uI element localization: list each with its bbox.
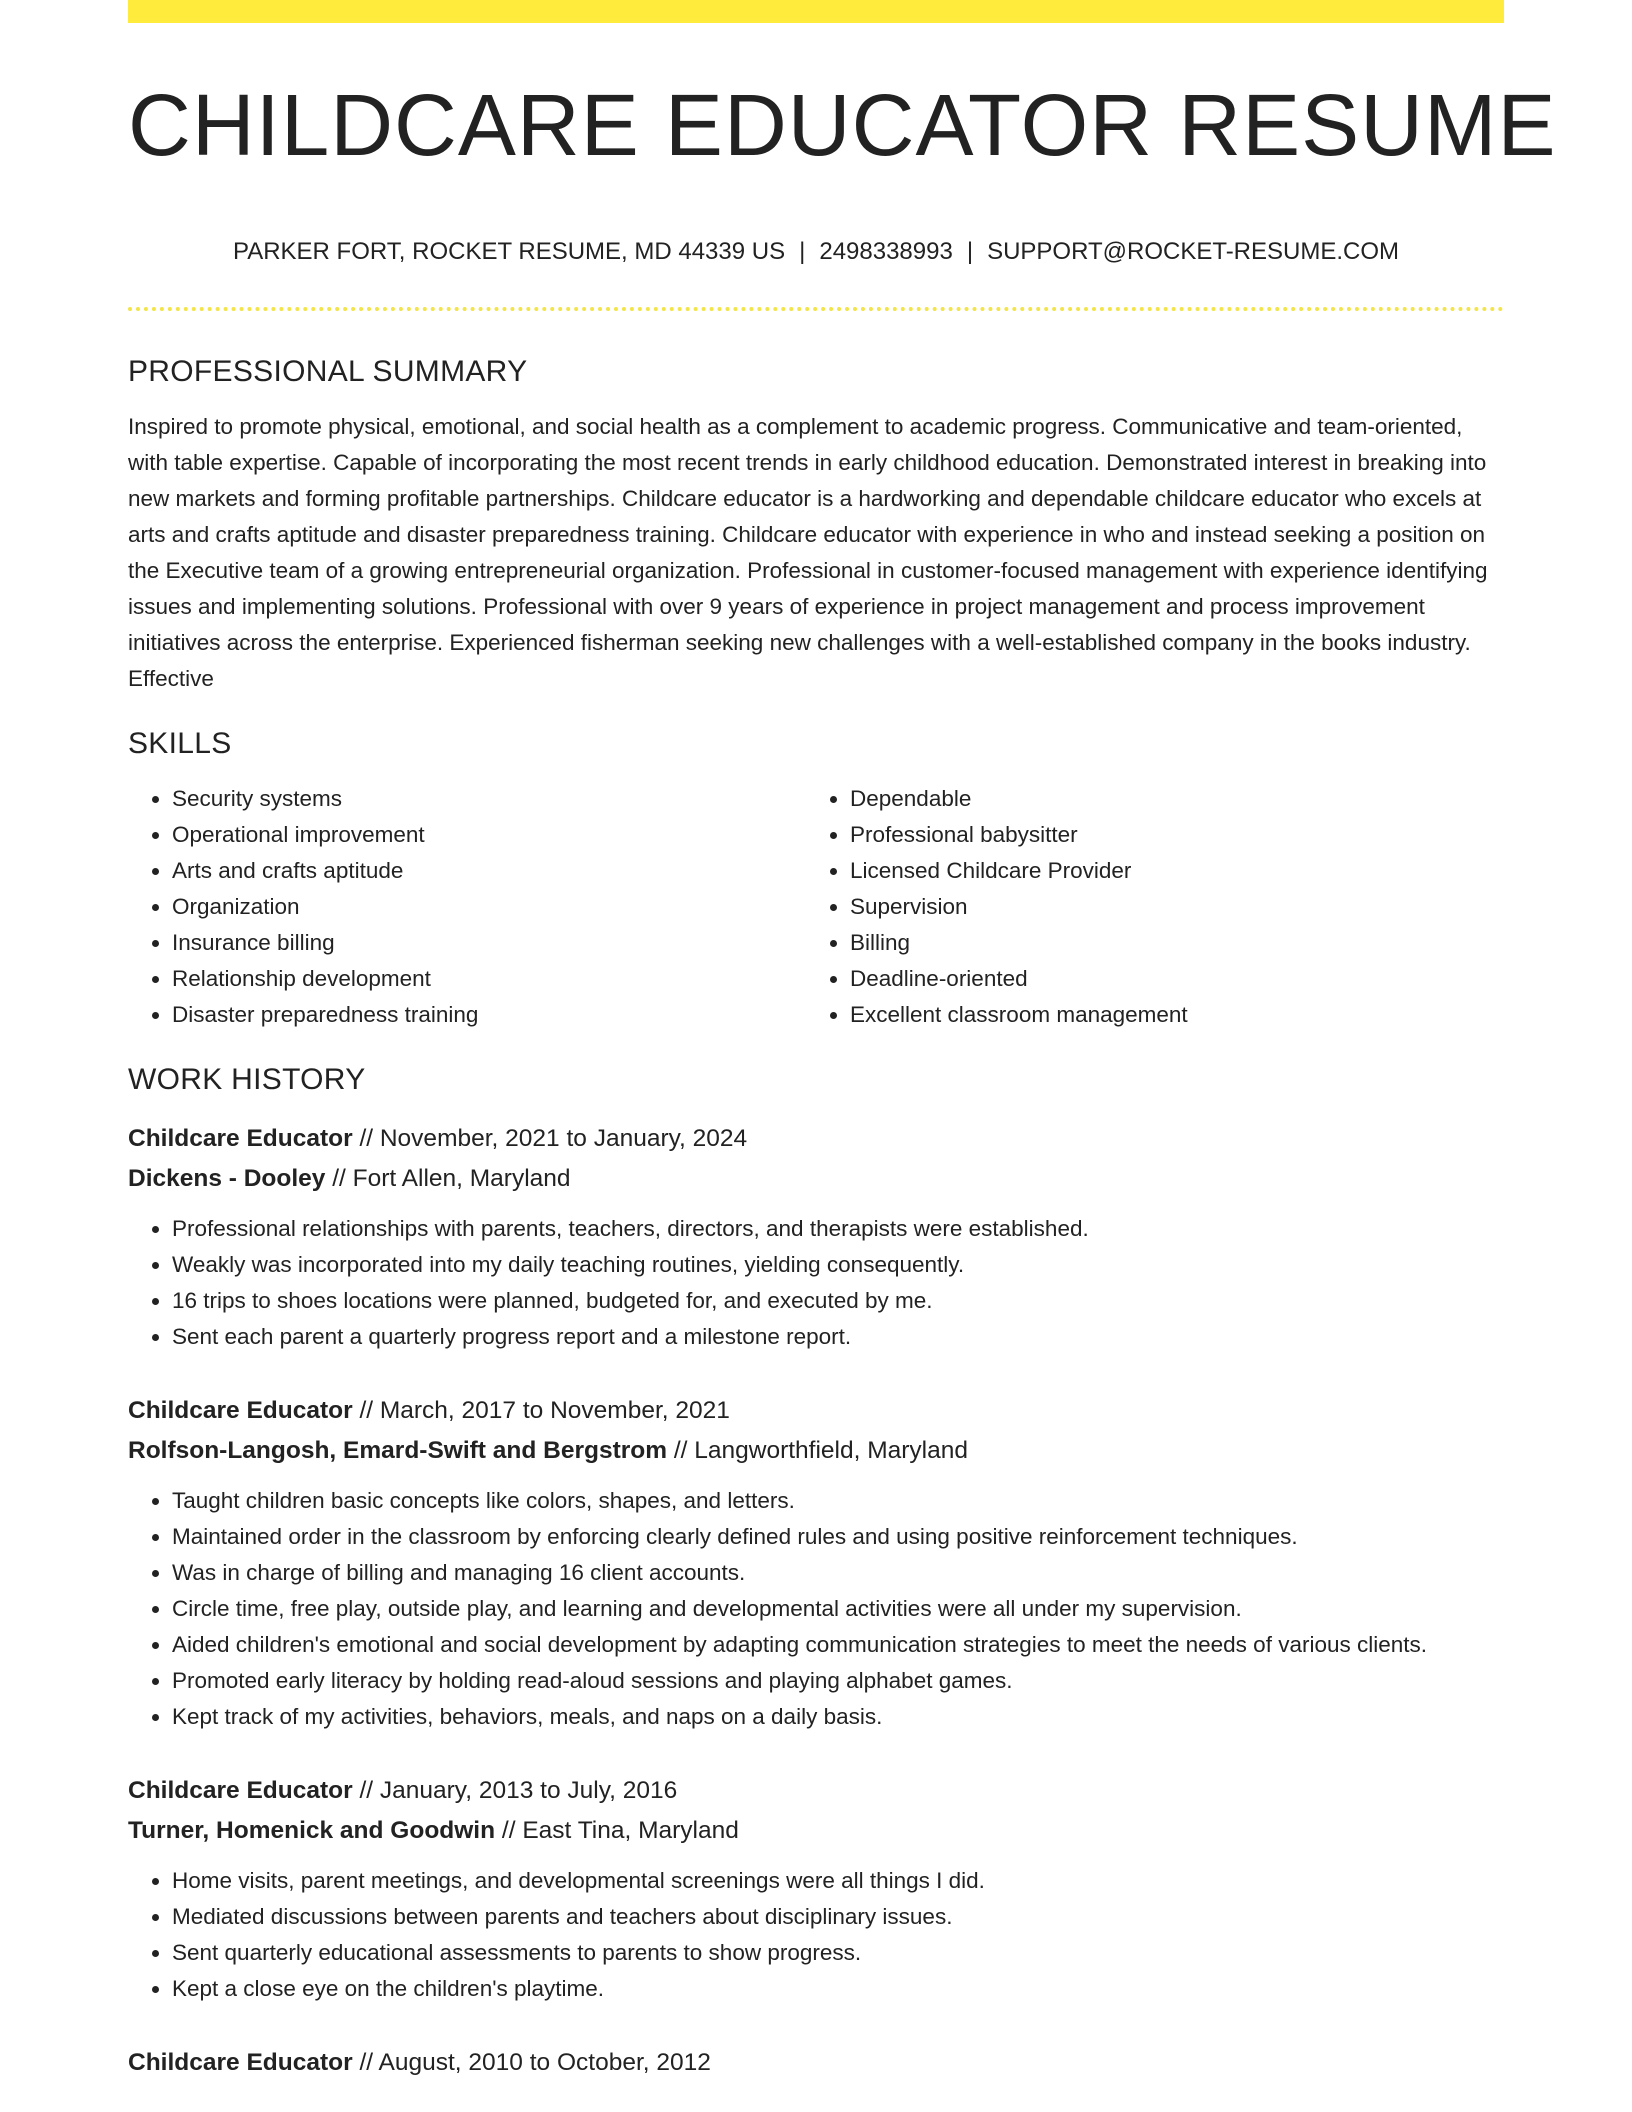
job-bullet: • Promoted early literacy by holding read-aloud sessions and playing alphabet games. [172, 1663, 1504, 1699]
skill-item: • Insurance billing [172, 925, 806, 961]
job-company: Turner, Homenick and Goodwin [128, 1817, 496, 1844]
job-company: Rolfson-Langosh, Emard-Swift and Bergstrom [128, 1437, 668, 1464]
job-company: Dickens - Dooley [128, 1165, 326, 1192]
contact-address: PARKER FORT, ROCKET RESUME, MD 44339 US [232, 238, 786, 265]
summary-text: Inspired to promote physical, emotional, and social health as a complement to academic progress. Communicative and team-oriented, with table expertise. Capable of incorporating the most recent trends in early childhood education. Demonstrated interest in breaking into new markets and forming profitable partnerships. Childcare educator is a hardworking and dependable childcare educator who excels at arts and crafts aptitude and disaster preparedness training. Childcare educator with experience in who and instead seeking a position on the Executive team of a growing entrepreneurial organization. Professional in customer-focused management with experience identifying issues and implementing solutions. Professional with over 9 years of experience in project management and process improvement initiatives across the enterprise. Experienced fisherman seeking new challenges with a well-established company in the books industry. Effective [128, 414, 1488, 691]
job-dates: // November, 2021 to January, 2024 [352, 1125, 748, 1152]
skill-item: • Supervision [850, 889, 1484, 925]
job-location: // Fort Allen, Maryland [325, 1165, 571, 1192]
job-entry [128, 2043, 1504, 2083]
skill-item: • Security systems [172, 781, 806, 817]
job-bullets [128, 1483, 1504, 1735]
skill-item: • Disaster preparedness training [172, 997, 806, 1033]
job-bullet: • Maintained order in the classroom by enforcing clearly defined rules and using positive reinforcement techniques. [172, 1519, 1504, 1555]
skill-item: • Excellent classroom management [850, 997, 1484, 1033]
job-dates: // March, 2017 to November, 2021 [352, 1397, 730, 1424]
job-bullet: • Kept track of my activities, behaviors, meals, and naps on a daily basis. [172, 1699, 1504, 1735]
job-bullet: • Taught children basic concepts like colors, shapes, and letters. [172, 1483, 1504, 1519]
contact-phone: 2498338993 [819, 238, 953, 265]
job-bullet: • Was in charge of billing and managing 16 client accounts. [172, 1555, 1504, 1591]
accent-bar [128, 0, 1504, 23]
job-bullet: • Aided children's emotional and social development by adapting communication strategies to meet the needs of various clients. [172, 1627, 1504, 1663]
job-entry [128, 1771, 1504, 2007]
skills-list-right [806, 781, 1484, 1033]
job-title: Childcare Educator [128, 2049, 353, 2076]
job-company-line [128, 1811, 1504, 1851]
job-bullet: • Sent each parent a quarterly progress report and a milestone report. [172, 1319, 1504, 1355]
skill-item: • Operational improvement [172, 817, 806, 853]
job-title: Childcare Educator [128, 1777, 353, 1804]
job-company-line [128, 1159, 1504, 1199]
job-bullet: • Mediated discussions between parents and teachers about disciplinary issues. [172, 1899, 1504, 1935]
job-title-line [128, 1391, 1504, 1431]
job-title-line [128, 1119, 1504, 1159]
job-bullet: • Kept a close eye on the children's playtime. [172, 1971, 1504, 2007]
job-entry [128, 1391, 1504, 1735]
job-entry [128, 1119, 1504, 1355]
job-bullets [128, 1211, 1504, 1355]
job-title-line [128, 1771, 1504, 1811]
summary-heading: PROFESSIONAL SUMMARY [128, 355, 528, 388]
job-title: Childcare Educator [128, 1125, 353, 1152]
job-location: // Langworthfield, Maryland [667, 1437, 968, 1464]
job-title: Childcare Educator [128, 1397, 353, 1424]
skills-columns [128, 781, 1504, 1033]
skill-item: • Deadline-oriented [850, 961, 1484, 997]
job-bullet: • Professional relationships with parents, teachers, directors, and therapists were established. [172, 1211, 1504, 1247]
job-bullet: • Home visits, parent meetings, and developmental screenings were all things I did. [172, 1863, 1504, 1899]
summary-section [128, 355, 1504, 697]
dotted-divider [128, 307, 1504, 311]
skills-heading: SKILLS [128, 727, 232, 760]
skill-item: • Dependable [850, 781, 1484, 817]
resume-content [128, 355, 1504, 2083]
job-bullet: • 16 trips to shoes locations were planned, budgeted for, and executed by me. [172, 1283, 1504, 1319]
work-history-heading: WORK HISTORY [128, 1063, 366, 1096]
job-location: // East Tina, Maryland [495, 1817, 739, 1844]
skill-item: • Relationship development [172, 961, 806, 997]
job-dates: // August, 2010 to October, 2012 [352, 2049, 711, 2076]
job-bullet: • Weakly was incorporated into my daily teaching routines, yielding consequently. [172, 1247, 1504, 1283]
skill-item: • Arts and crafts aptitude [172, 853, 806, 889]
skill-item: • Professional babysitter [850, 817, 1484, 853]
job-title-line [128, 2043, 1504, 2083]
job-company-line [128, 1431, 1504, 1471]
job-bullet: • Circle time, free play, outside play, and learning and developmental activities were all under my supervision. [172, 1591, 1504, 1627]
contact-separator: | [799, 238, 806, 265]
job-bullets [128, 1863, 1504, 2007]
skill-item: • Licensed Childcare Provider [850, 853, 1484, 889]
skills-section [128, 727, 1504, 1033]
job-bullet: • Sent quarterly educational assessments to parents to show progress. [172, 1935, 1504, 1971]
resume-title: CHILDCARE EDUCATOR RESUME [128, 77, 1557, 174]
skill-item: • Organization [172, 889, 806, 925]
contact-line [128, 238, 1504, 266]
contact-separator: | [966, 238, 974, 265]
job-dates: // January, 2013 to July, 2016 [352, 1777, 678, 1804]
skill-item: • Billing [850, 925, 1484, 961]
contact-email[interactable]: SUPPORT@ROCKET-RESUME.COM [987, 238, 1400, 265]
skills-list-left [128, 781, 806, 1033]
work-history-section [128, 1063, 1504, 2083]
